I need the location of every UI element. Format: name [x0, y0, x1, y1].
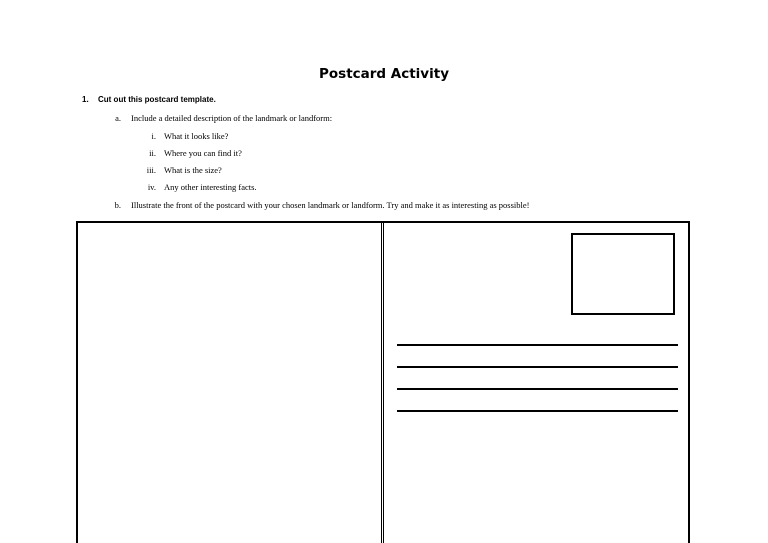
instruction-a [115, 113, 333, 123]
instruction-a-marker: a. [115, 113, 121, 123]
step-1 [82, 95, 216, 104]
address-line-4 [397, 410, 678, 412]
instruction-b-marker: b. [114, 200, 121, 210]
address-line-3 [397, 388, 678, 390]
instruction-b [114, 200, 530, 210]
detail-item-2-text: Where you can find it? [164, 148, 242, 158]
detail-item-4 [147, 182, 257, 192]
detail-item-4-text: Any other interesting facts. [164, 182, 257, 192]
instruction-b-text: Illustrate the front of the postcard with your chosen landmark or landform. Try and make it as interesting as possible! [131, 200, 530, 210]
postcard-template [76, 221, 690, 543]
detail-item-2 [149, 148, 242, 158]
detail-item-3-marker: iii. [146, 165, 156, 175]
detail-item-1-marker: i. [151, 131, 156, 141]
step-1-text: Cut out this postcard template. [98, 95, 216, 104]
postcard-divider [381, 223, 384, 543]
detail-item-3-text: What is the size? [164, 165, 222, 175]
detail-item-1-text: What it looks like? [164, 131, 229, 141]
detail-item-1 [151, 131, 229, 141]
instruction-a-text: Include a detailed description of the landmark or landform: [131, 113, 333, 123]
detail-item-3 [146, 165, 222, 175]
detail-item-2-marker: ii. [149, 148, 156, 158]
step-1-number: 1. [82, 95, 89, 104]
address-line-1 [397, 344, 678, 346]
page-title: Postcard Activity [318, 66, 449, 82]
address-line-2 [397, 366, 678, 368]
stamp-box [571, 233, 675, 315]
detail-item-4-marker: iv. [147, 182, 156, 192]
